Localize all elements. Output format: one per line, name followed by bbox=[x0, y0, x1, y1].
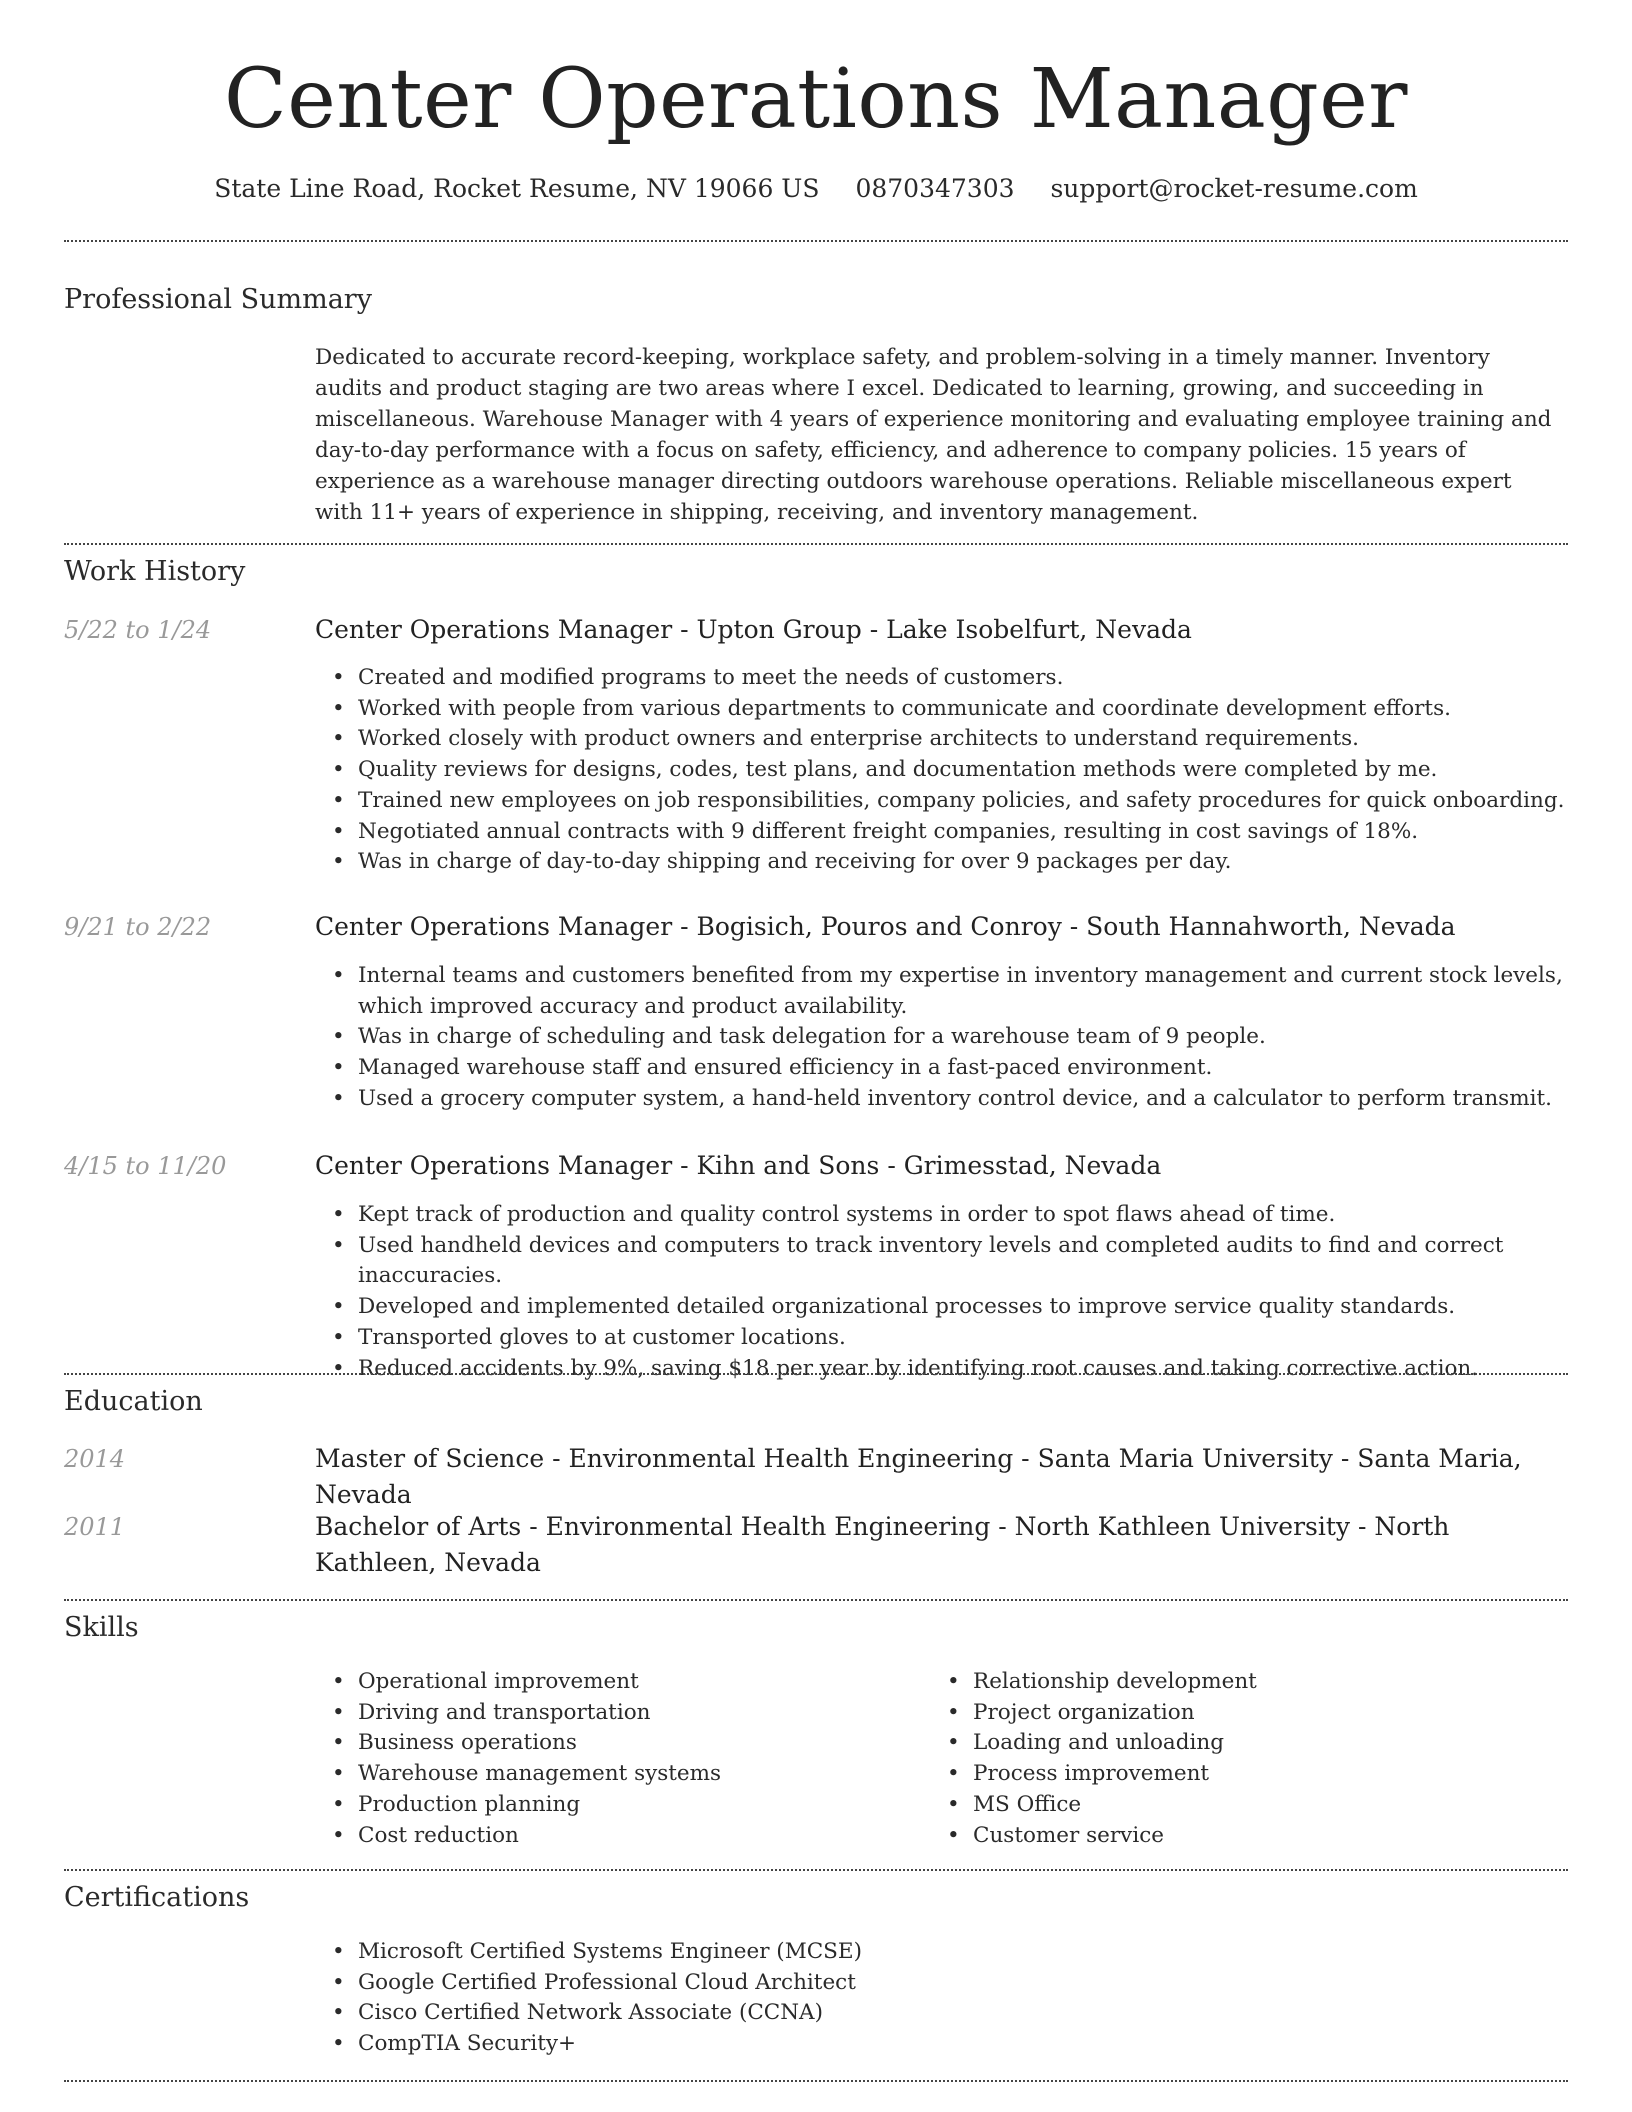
certification-item: • CompTIA Security+ bbox=[358, 2029, 1358, 2060]
section-title-work: Work History bbox=[64, 556, 246, 587]
contact-line bbox=[0, 172, 1632, 206]
job-bullet: • Created and modified programs to meet the needs of customers. bbox=[358, 663, 1608, 694]
education-heading: Bachelor of Arts - Environmental Health Engineering - North Kathleen University - North Kathleen, Nevada bbox=[315, 1512, 1450, 1577]
education-heading: Master of Science - Environmental Health Engineering - Santa Maria University - Santa Maria, Nevada bbox=[315, 1444, 1522, 1509]
job-bullet: • Quality reviews for designs, codes, test plans, and documentation methods were completed by me. bbox=[358, 755, 1608, 786]
skill-item: • Cost reduction bbox=[358, 1821, 918, 1852]
job-bullet: • Managed warehouse staff and ensured efficiency in a fast-paced environment. bbox=[358, 1053, 1608, 1084]
certification-item: • Google Certified Professional Cloud Architect bbox=[358, 1968, 1358, 1999]
section-title-summary: Professional Summary bbox=[64, 284, 372, 315]
job-bullets bbox=[314, 663, 1608, 878]
job-dates: 5/22 to 1/24 bbox=[64, 616, 212, 644]
divider bbox=[64, 2080, 1568, 2082]
job-bullets bbox=[314, 1200, 1608, 1384]
summary-text: Dedicated to accurate record-keeping, workplace safety, and problem-solving in a timely manner. Inventory audits and product staging are two areas where I excel. Dedicated to learning, growing, and succeeding in miscellaneous. Warehouse Manager with 4 years of experience monitoring and evaluating employee training and day-to-day performance with a focus on safety, efficiency, and adherence to company policies. 15 years of experience as a warehouse manager directing outdoors warehouse operations. Reliable miscellaneous expert with 11+ years of experience in shipping, receiving, and inventory management. bbox=[315, 345, 1552, 525]
certification-item: • Microsoft Certified Systems Engineer (MCSE) bbox=[358, 1937, 1358, 1968]
contact-email[interactable]: support@rocket-resume.com bbox=[1050, 174, 1418, 203]
job-heading: Center Operations Manager - Upton Group - Lake Isobelfurt, Nevada bbox=[315, 615, 1192, 644]
skill-item: • Operational improvement bbox=[358, 1667, 918, 1698]
divider bbox=[64, 1373, 1568, 1375]
section-title-certifications: Certifications bbox=[64, 1882, 250, 1913]
job-bullet: • Kept track of production and quality control systems in order to spot flaws ahead of time. bbox=[358, 1200, 1608, 1231]
skill-item: • MS Office bbox=[973, 1790, 1573, 1821]
skill-item: • Customer service bbox=[973, 1821, 1573, 1852]
skill-item: • Process improvement bbox=[973, 1759, 1573, 1790]
section-title-education: Education bbox=[64, 1386, 203, 1417]
education-year: 2011 bbox=[64, 1513, 126, 1541]
contact-address: State Line Road, Rocket Resume, NV 19066 US bbox=[214, 174, 820, 203]
skills-list-left bbox=[314, 1667, 918, 1851]
skill-item: • Warehouse management systems bbox=[358, 1759, 918, 1790]
job-bullet: • Transported gloves to at customer locations. bbox=[358, 1323, 1608, 1354]
divider bbox=[64, 1599, 1568, 1601]
education-year: 2014 bbox=[64, 1445, 126, 1473]
job-bullet: • Was in charge of scheduling and task delegation for a warehouse team of 9 people. bbox=[358, 1022, 1608, 1053]
job-bullet: • Internal teams and customers benefited from my expertise in inventory management and current stock levels, which improved accuracy and product availability. bbox=[358, 961, 1608, 1022]
job-bullet: • Trained new employees on job responsibilities, company policies, and safety procedures for quick onboarding. bbox=[358, 786, 1608, 817]
skill-item: • Driving and transportation bbox=[358, 1698, 918, 1729]
skill-item: • Business operations bbox=[358, 1728, 918, 1759]
skill-item: • Production planning bbox=[358, 1790, 918, 1821]
job-bullet: • Worked with people from various departments to communicate and coordinate development efforts. bbox=[358, 694, 1608, 725]
contact-phone: 0870347303 bbox=[855, 174, 1015, 203]
skills-list-right bbox=[929, 1667, 1573, 1851]
divider bbox=[64, 240, 1568, 242]
job-bullet: • Used handheld devices and computers to track inventory levels and completed audits to find and correct inaccuracies. bbox=[358, 1231, 1608, 1292]
job-bullet: • Negotiated annual contracts with 9 different freight companies, resulting in cost savings of 18%. bbox=[358, 817, 1608, 848]
job-bullet: • Developed and implemented detailed organizational processes to improve service quality standards. bbox=[358, 1292, 1608, 1323]
job-bullet: • Was in charge of day-to-day shipping and receiving for over 9 packages per day. bbox=[358, 847, 1608, 878]
job-bullet: • Worked closely with product owners and enterprise architects to understand requirements. bbox=[358, 724, 1608, 755]
job-dates: 9/21 to 2/22 bbox=[64, 913, 212, 941]
skill-item: • Relationship development bbox=[973, 1667, 1573, 1698]
section-title-skills: Skills bbox=[64, 1612, 139, 1643]
job-bullet: • Reduced accidents by 9%, saving $18 per year by identifying root causes and taking corrective action. bbox=[358, 1354, 1608, 1385]
job-bullet: • Used a grocery computer system, a hand-held inventory control device, and a calculator to perform transmit. bbox=[358, 1084, 1608, 1115]
skill-item: • Project organization bbox=[973, 1698, 1573, 1729]
job-dates: 4/15 to 11/20 bbox=[64, 1152, 227, 1180]
certification-item: • Cisco Certified Network Associate (CCNA) bbox=[358, 1998, 1358, 2029]
resume-name: Center Operations Manager bbox=[224, 52, 1408, 147]
job-heading: Center Operations Manager - Bogisich, Pouros and Conroy - South Hannahworth, Nevada bbox=[315, 912, 1456, 941]
divider bbox=[64, 1869, 1568, 1871]
skill-item: • Loading and unloading bbox=[973, 1728, 1573, 1759]
divider bbox=[64, 543, 1568, 545]
job-heading: Center Operations Manager - Kihn and Sons - Grimesstad, Nevada bbox=[315, 1151, 1162, 1180]
job-bullets bbox=[314, 961, 1608, 1115]
certifications-list bbox=[314, 1937, 1358, 2060]
